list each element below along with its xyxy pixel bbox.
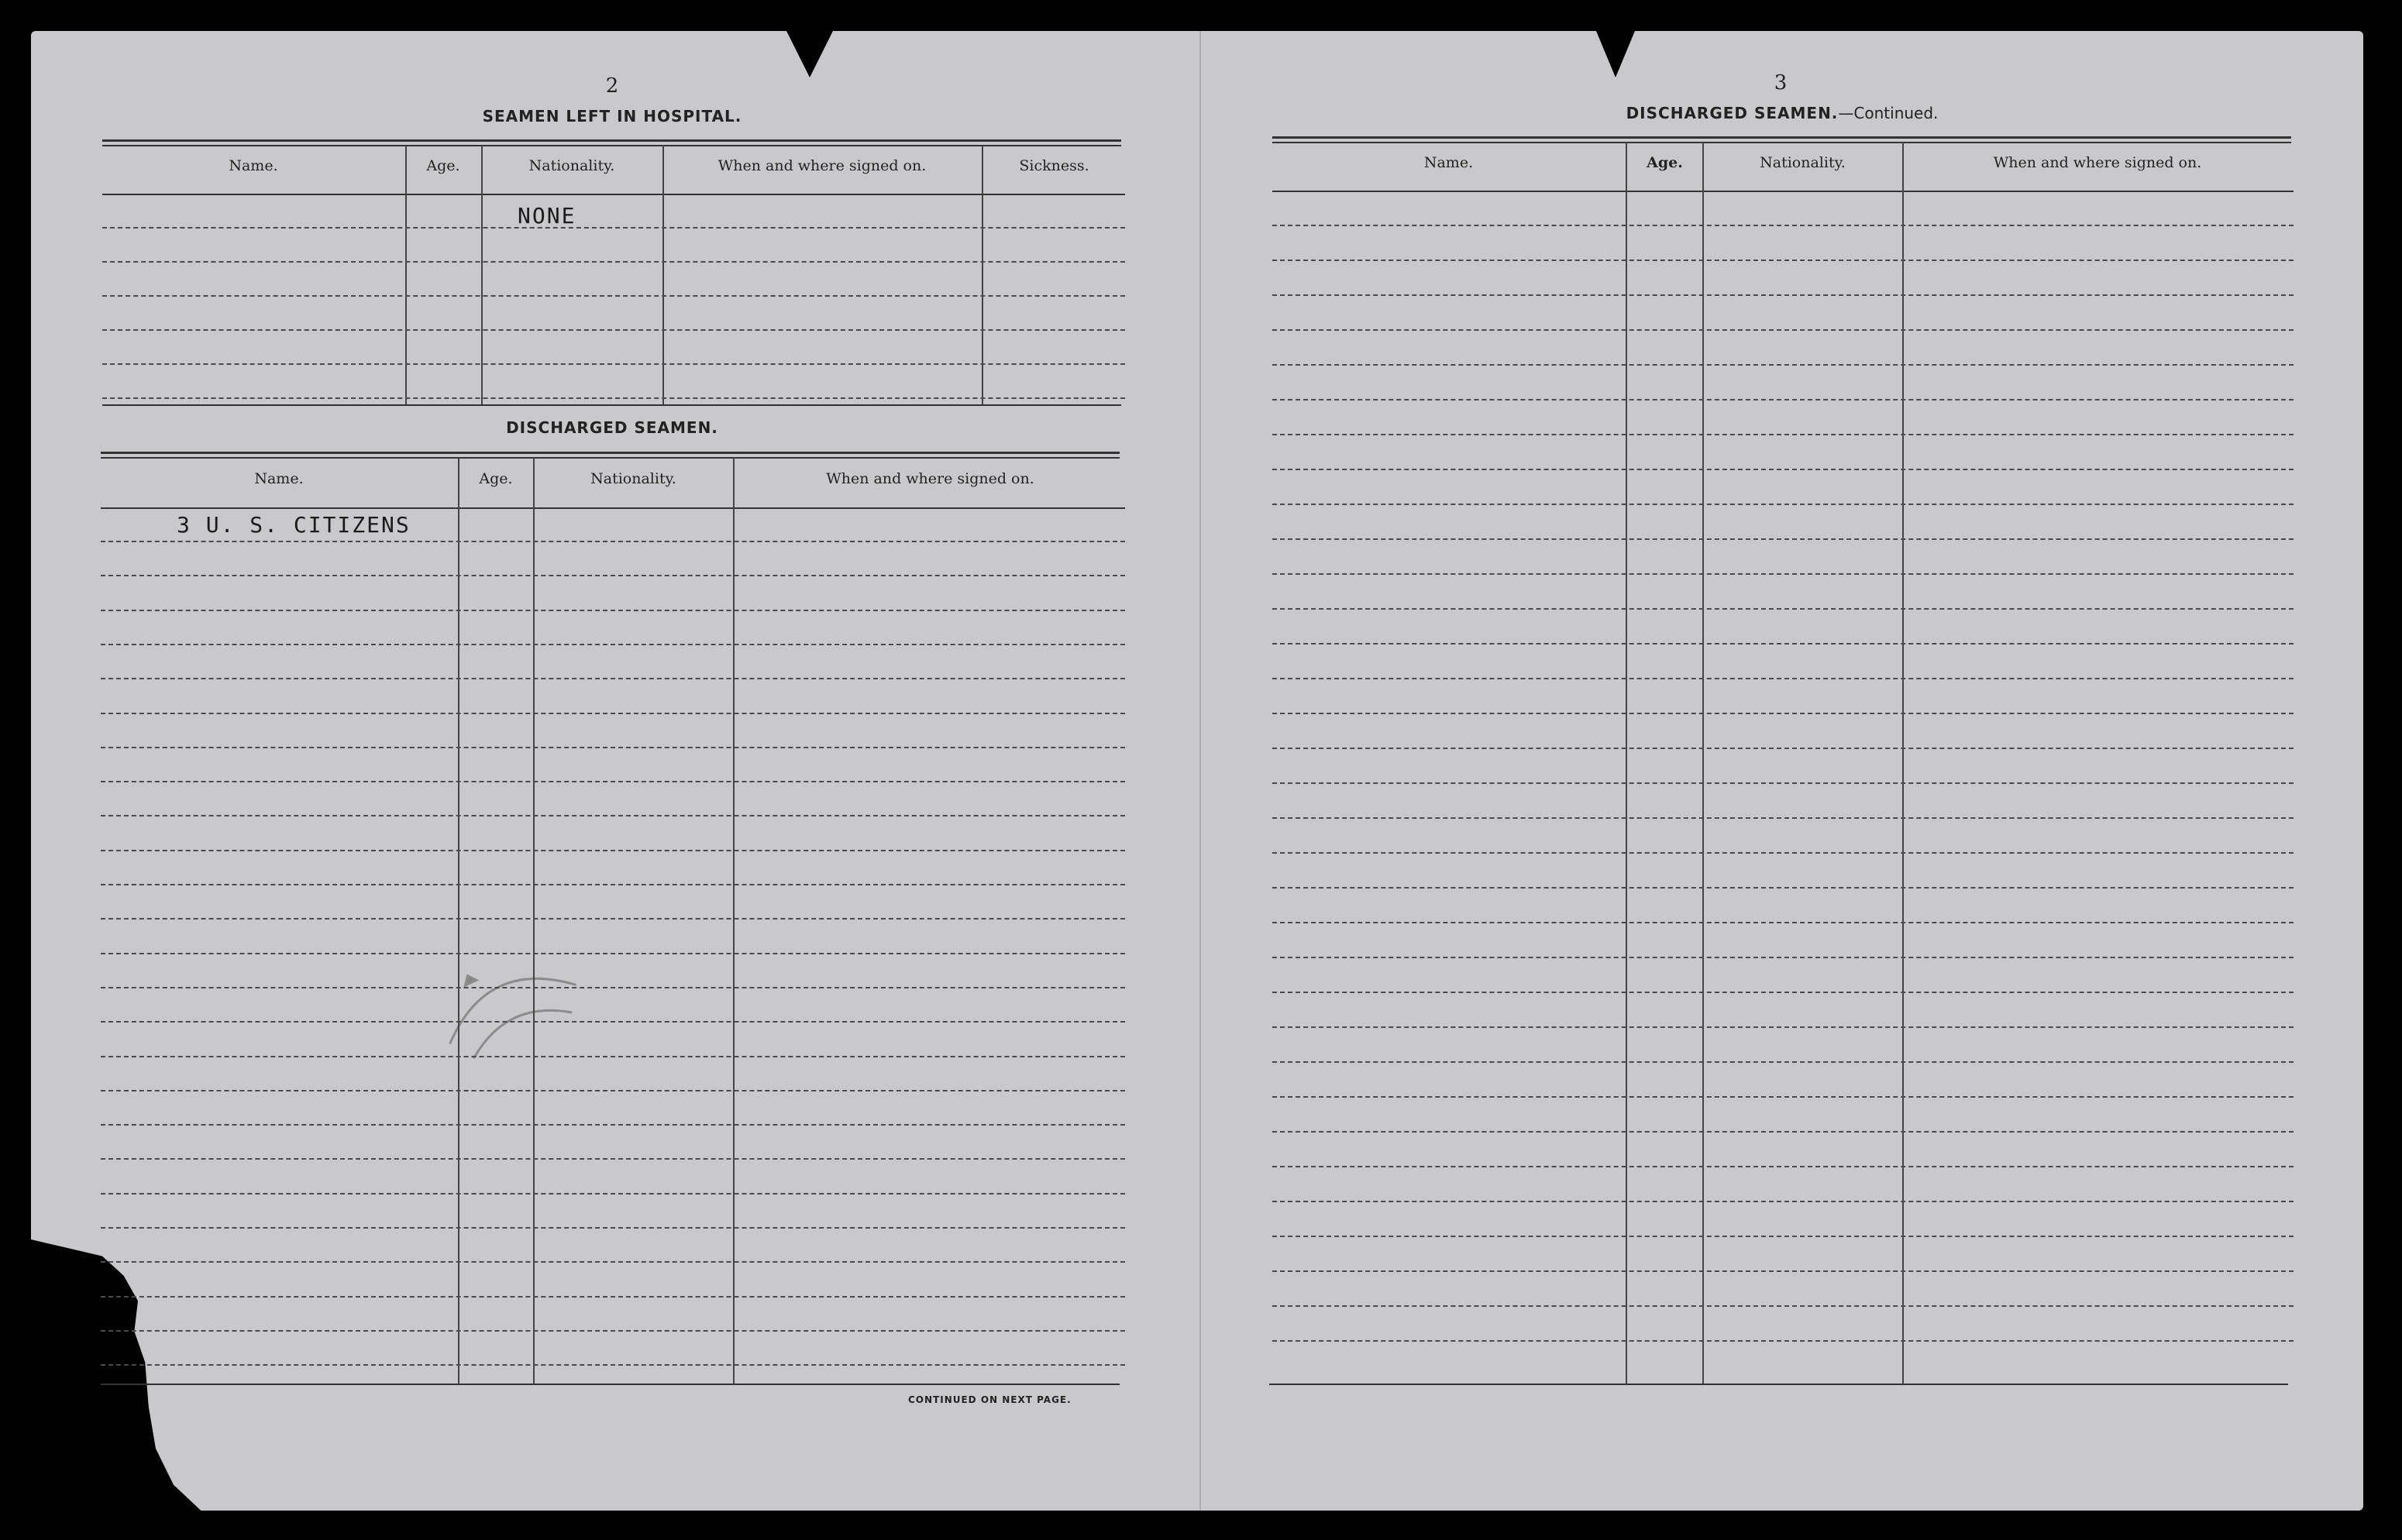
ruled-row-line — [1272, 1201, 2294, 1202]
ruled-row-line — [1272, 1270, 2294, 1272]
ruled-row-line — [101, 1124, 1125, 1126]
discharged-entry-name: 3 U. S. CITIZENS — [177, 512, 411, 538]
ruled-row-line — [101, 1193, 1125, 1195]
ruled-row-line — [101, 1021, 1125, 1023]
hospital-col-signed-on: When and where signed on. — [718, 157, 927, 174]
continued-section-title — [1596, 104, 1968, 122]
ruled-row-line — [101, 815, 1125, 816]
hospital-row-line — [102, 397, 1125, 399]
hospital-entry-nationality: NONE — [518, 203, 576, 229]
ruled-row-line — [1272, 294, 2294, 296]
right-col-nationality: Nationality. — [1760, 154, 1846, 171]
ruled-row-line — [1272, 678, 2294, 679]
center-fold — [1199, 31, 1201, 1511]
ruled-row-line — [1272, 992, 2294, 993]
right-col-age: Age. — [1647, 154, 1683, 171]
discharged-top-rule-2 — [101, 457, 1120, 459]
right-col-signed-on: When and where signed on. — [1993, 154, 2202, 171]
discharged-vline-2 — [533, 458, 535, 1384]
continued-title-main: DISCHARGED SEAMEN. — [1626, 104, 1839, 122]
hospital-vline-3 — [662, 146, 664, 405]
ruled-row-line — [101, 781, 1125, 782]
ruled-row-line — [1272, 1166, 2294, 1167]
ruled-row-line — [1272, 1236, 2294, 1237]
ruled-row-line — [1272, 538, 2294, 540]
ruled-row-line — [1272, 1061, 2294, 1063]
hospital-row-line — [102, 363, 1125, 365]
discharged-vline-3 — [733, 458, 735, 1384]
ruled-row-line — [1272, 504, 2294, 505]
ruled-row-line — [1272, 1096, 2294, 1098]
ruled-row-line — [101, 541, 1125, 542]
ruled-row-line — [101, 610, 1125, 611]
ruled-row-line — [1272, 608, 2294, 610]
ruled-row-line — [101, 1261, 1125, 1263]
ruled-row-line — [1272, 260, 2294, 261]
ruled-row-line — [101, 644, 1125, 645]
ruled-row-line — [101, 1227, 1125, 1229]
ruled-row-line — [101, 918, 1125, 920]
discharged-col-nationality: Nationality. — [590, 470, 676, 487]
discharged-header-rule — [101, 507, 1125, 509]
document-sheet — [31, 31, 2363, 1511]
ruled-row-line — [101, 1158, 1125, 1160]
discharged-col-age: Age. — [479, 470, 513, 487]
ruled-row-line — [1272, 434, 2294, 435]
hospital-top-rule — [102, 139, 1121, 142]
ruled-row-line — [1272, 1026, 2294, 1028]
ruled-row-line — [101, 1296, 1125, 1298]
ruled-row-line — [1272, 817, 2294, 819]
right-top-rule — [1272, 136, 2291, 139]
hospital-section-title: SEAMEN LEFT IN HOSPITAL. — [482, 107, 742, 125]
hospital-col-sickness: Sickness. — [1019, 157, 1089, 174]
hospital-row-line — [102, 227, 1125, 229]
ruled-row-line — [1272, 399, 2294, 400]
ruled-row-line — [1272, 748, 2294, 749]
hospital-vline-1 — [405, 146, 407, 405]
hospital-row-line — [102, 329, 1125, 331]
ruled-row-line — [101, 850, 1125, 851]
ruled-row-line — [1272, 469, 2294, 470]
hospital-row-line — [102, 261, 1125, 263]
ruled-row-line — [1272, 643, 2294, 645]
page-number-left: 2 — [605, 74, 619, 98]
ruled-row-line — [101, 987, 1125, 988]
ruled-row-line — [1272, 329, 2294, 331]
ruled-row-line — [101, 747, 1125, 748]
right-top-rule-2 — [1272, 142, 2291, 143]
ruled-row-line — [1272, 922, 2294, 923]
hospital-col-age: Age. — [426, 157, 460, 174]
discharged-col-name: Name. — [254, 470, 304, 487]
ruled-row-line — [1272, 364, 2294, 366]
hospital-bottom-rule — [102, 404, 1121, 406]
ruled-row-line — [1272, 573, 2294, 575]
ruled-row-line — [1272, 887, 2294, 889]
ruled-row-line — [1272, 1340, 2294, 1342]
ruled-row-line — [101, 953, 1125, 954]
ruled-row-line — [1272, 1305, 2294, 1307]
ruled-row-line — [101, 1330, 1125, 1332]
hospital-header-rule — [102, 194, 1125, 195]
ruled-row-line — [1272, 957, 2294, 958]
hospital-col-name: Name. — [229, 157, 278, 174]
ruled-row-line — [1272, 225, 2294, 226]
hospital-col-nationality: Nationality. — [528, 157, 615, 174]
discharged-vline-1 — [458, 458, 459, 1384]
ruled-row-line — [101, 884, 1125, 885]
ruled-row-line — [101, 1090, 1125, 1091]
right-col-name: Name. — [1423, 154, 1474, 171]
ruled-row-line — [101, 1364, 1125, 1366]
right-header-rule — [1272, 191, 2294, 192]
hospital-vline-2 — [481, 146, 483, 405]
discharged-section-title: DISCHARGED SEAMEN. — [506, 418, 718, 437]
ruled-row-line — [1272, 782, 2294, 784]
ruled-row-line — [1272, 1131, 2294, 1133]
ruled-row-line — [101, 575, 1125, 576]
hospital-vline-4 — [982, 146, 983, 405]
page-number-right: 3 — [1774, 71, 1788, 95]
continued-title-suffix: —Continued. — [1838, 104, 1939, 122]
ruled-row-line — [1272, 852, 2294, 854]
ruled-row-line — [101, 678, 1125, 679]
right-bottom-rule — [1269, 1384, 2288, 1385]
ruled-row-line — [101, 713, 1125, 714]
ruled-row-line — [101, 1056, 1125, 1057]
faint-stamp — [411, 922, 612, 1100]
discharged-bottom-rule — [101, 1384, 1120, 1385]
continued-note: CONTINUED ON NEXT PAGE. — [908, 1394, 1072, 1405]
page-notch-right — [1596, 31, 1635, 77]
discharged-col-signed-on: When and where signed on. — [826, 470, 1034, 487]
hospital-top-rule-2 — [102, 145, 1121, 146]
page-notch-left — [786, 31, 833, 77]
hospital-row-line — [102, 295, 1125, 297]
ruled-row-line — [1272, 713, 2294, 714]
discharged-top-rule — [101, 452, 1120, 454]
